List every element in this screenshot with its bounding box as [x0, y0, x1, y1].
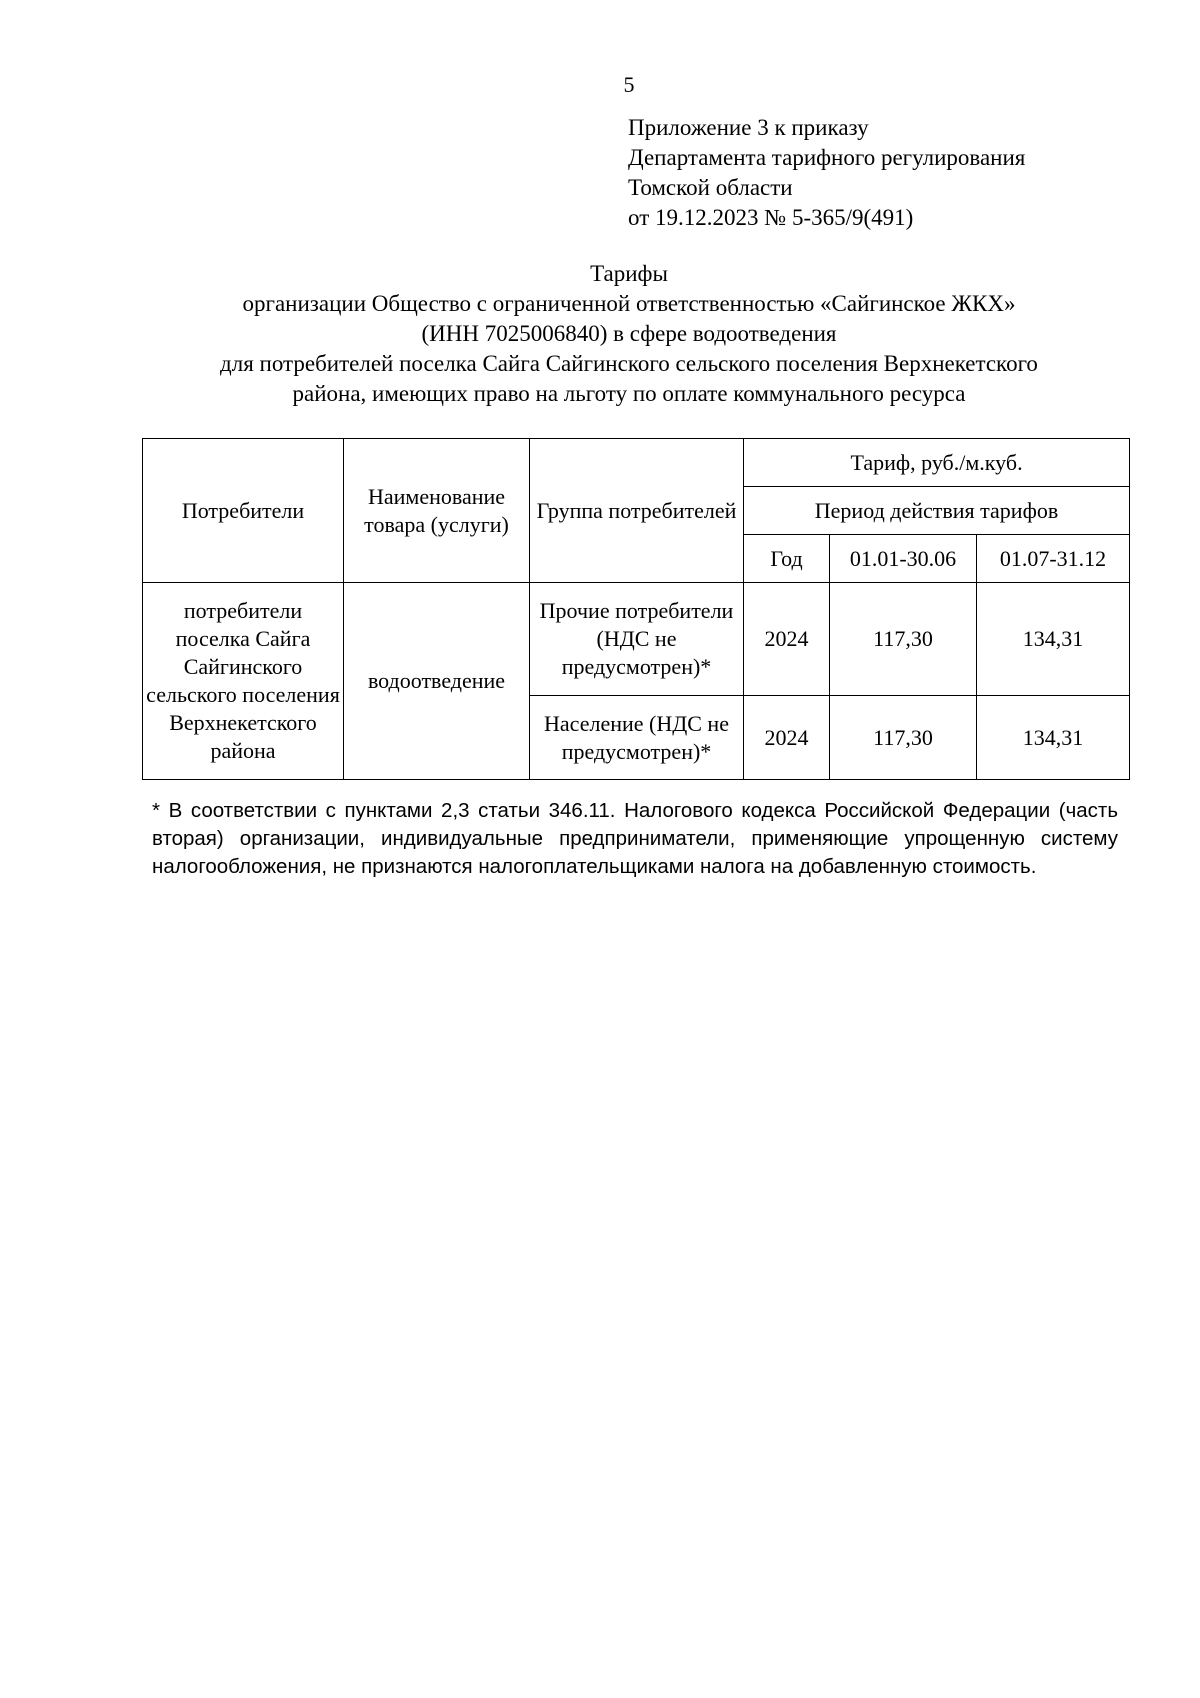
cell-product: водоотведение: [344, 583, 530, 780]
appendix-line: от 19.12.2023 № 5-365/9(491): [628, 205, 914, 230]
cell-year: 2024: [744, 696, 830, 780]
header-group: Группа потребителей: [530, 439, 744, 583]
footnote: * В соответствии с пунктами 2,3 статьи 346.11. Налогового кодекса Российской Федерации (часть вторая) организации, индивидуальные предприниматели, применяющие упрощенную систему налогообложения, не признаются налогоплательщиками налога на добавленную стоимость.: [152, 799, 1118, 878]
title-line: для потребителей поселка Сайга Сайгинского сельского поселения Верхнекетского: [220, 351, 1038, 376]
page-number: 5: [623, 72, 635, 97]
title-line: района, имеющих право на льготу по оплате коммунального ресурса: [292, 381, 966, 406]
header-half2: 01.07-31.12: [977, 535, 1130, 583]
cell-tariff-half1: 117,30: [830, 696, 977, 780]
cell-tariff-half2: 134,31: [977, 696, 1130, 780]
document-title: [140, 259, 1118, 409]
title-line: организации Общество с ограниченной ответственностью «Сайгинское ЖКХ»: [242, 291, 1016, 316]
cell-tariff-half2: 134,31: [977, 583, 1130, 696]
title-heading: Тарифы: [590, 261, 668, 286]
table-header-row: [143, 439, 1130, 487]
cell-year: 2024: [744, 583, 830, 696]
table-row: [143, 583, 1130, 696]
appendix-line: Приложение 3 к приказу: [628, 115, 869, 140]
title-line: (ИНН 7025006840) в сфере водоотведения: [421, 321, 837, 346]
header-tariff: Тариф, руб./м.куб.: [744, 439, 1130, 487]
cell-tariff-half1: 117,30: [830, 583, 977, 696]
appendix-line: Томской области: [628, 175, 793, 200]
appendix-block: [628, 113, 1025, 233]
tariff-table: [142, 438, 1130, 780]
cell-group: Население (НДС не предусмотрен)*: [530, 696, 744, 780]
cell-consumers: потребители поселка Сайга Сайгинского сельского поселения Верхнекетского района: [143, 583, 344, 780]
header-consumers: Потребители: [143, 439, 344, 583]
header-year: Год: [744, 535, 830, 583]
appendix-line: Департамента тарифного регулирования: [628, 145, 1026, 170]
header-half1: 01.01-30.06: [830, 535, 977, 583]
header-product: Наименование товара (услуги): [344, 439, 530, 583]
header-period: Период действия тарифов: [744, 487, 1130, 535]
cell-group: Прочие потребители (НДС не предусмотрен)*: [530, 583, 744, 696]
